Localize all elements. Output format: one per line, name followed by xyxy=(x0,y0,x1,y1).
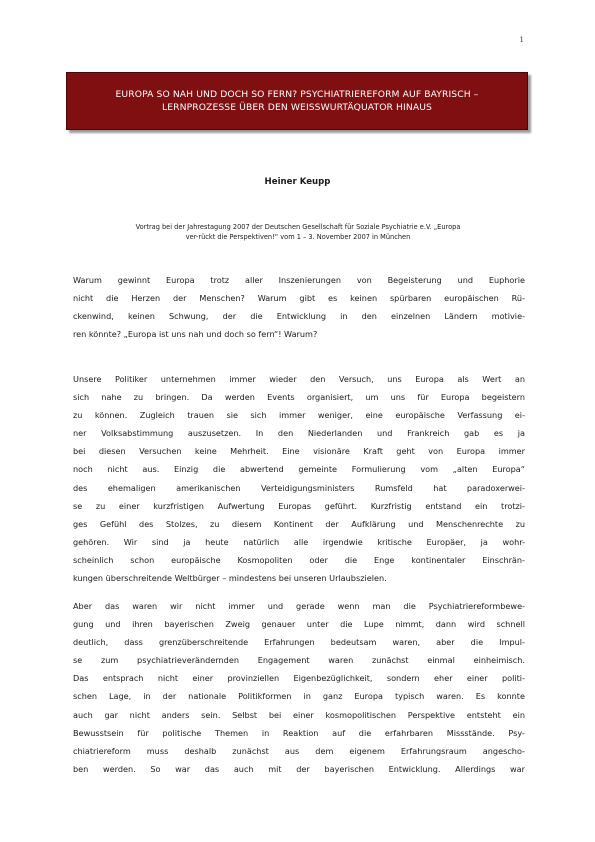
text-line: Aber das waren wir nicht immer und gerade wenn man die Psychiatriereformbewe- xyxy=(73,601,525,611)
lecture-subtitle xyxy=(73,222,523,242)
page-number: 1 xyxy=(519,36,524,44)
text-line: Das entsprach nicht einer provinziellen Eigenbezüglichkeit, sondern eher einer politi- xyxy=(73,673,525,684)
paragraph-1 xyxy=(73,271,525,343)
author-name: Heiner Keupp xyxy=(264,177,331,187)
paragraph-3 xyxy=(73,597,525,778)
text-line: se zum psychiatrieverändernden Engagement waren zunächst einmal einheimisch. xyxy=(73,655,525,666)
text-line: ren könnte? „Europa ist uns nah und doch so fern“! Warum? xyxy=(73,329,318,340)
text-line: ben werden. So war das auch mit der bayerischen Entwicklung. Allerdings war xyxy=(73,763,525,774)
text-line: noch nicht aus. Einzig die abwertend gemeinte Formulierung vom „alten Europa“ xyxy=(73,464,525,475)
paragraph-2 xyxy=(73,370,525,587)
text-line: schen Lage, in der nationale Politikformen in ganz Europa typisch waren. Es konnte xyxy=(73,691,525,702)
text-line: des ehemaligen amerikanischen Verteidigungsministers Rumsfeld hat paradoxerwei- xyxy=(73,482,525,493)
text-line: Warum gewinnt Europa trotz aller Inszenierungen von Begeisterung und Euphorie xyxy=(73,275,525,285)
text-line: gehören. Wir sind ja heute natürlich alle irgendwie kritische Europäer, ja wohr- xyxy=(73,536,525,547)
title-line: LERNPROZESSE ÜBER DEN WEISSWURTÄQUATOR HINAUS xyxy=(162,102,432,113)
text-line: Unsere Politiker unternehmen immer wieder den Versuch, uns Europa als Wert an xyxy=(73,374,525,384)
text-line: gung und ihren bayerischen Zweig genauer unter die Lupe nimmt, dann wird schnell xyxy=(73,619,525,630)
text-line: bei diesen Versuchen keine Mehrheit. Eine visionäre Kraft geht von Europa immer xyxy=(73,446,525,457)
text-line: kungen überschreitende Weltbürger – mindestens bei unseren Urlaubszielen. xyxy=(73,573,387,584)
text-line: deutlich, dass grenzüberschreitende Erfahrungen bedeutsam waren, aber die Impul- xyxy=(73,637,525,648)
text-line: chiatriereform muss deshalb zunächst aus dem eigenem Erfahrungsraum angescho- xyxy=(73,745,525,756)
subtitle-line: Vortrag bei der Jahrestagung 2007 der Deutschen Gesellschaft für Soziale Psychiatrie e.V. „Europa xyxy=(135,223,461,231)
text-line: sich nahe zu bringen. Da werden Events organisiert, um uns für Europa begeistern xyxy=(73,392,525,403)
text-line: Bewusstsein für politische Themen in Reaktion auf die erfahrbaren Missstände. Psy- xyxy=(73,727,525,738)
text-line: auch gar nicht anders sein. Selbst bei einer kosmopolitischen Perspektive entsteht ein xyxy=(73,709,525,720)
title-line: EUROPA SO NAH UND DOCH SO FERN? PSYCHIATRIEREFORM AUF BAYRISCH – xyxy=(115,89,479,100)
text-line: nicht die Herzen der Menschen? Warum gibt es keinen spürbaren europäischen Rü- xyxy=(73,293,525,304)
text-line: ner Volksabstimmung auszusetzen. In den Niederlanden und Frankreich gab es ja xyxy=(73,428,525,439)
text-line: zu können. Zugleich trauen sie sich immer weniger, eine europäische Verfassung ei- xyxy=(73,410,525,421)
text-line: scheinlich schon europäische Kosmopoliten oder die Enge kontinentaler Einschrän- xyxy=(73,554,525,565)
subtitle-line: ver-rückt die Perspektiven!“ vom 1 – 3. November 2007 in München xyxy=(185,233,411,241)
title-box xyxy=(66,72,528,130)
text-line: se zu einer kurzfristigen Aufwertung Europas geführt. Kurzfristig entstand ein trotzi- xyxy=(73,500,525,511)
text-line: ges Gefühl des Stolzes, zu diesem Kontinent der Aufklärung und Menschenrechte zu xyxy=(73,518,525,529)
text-line: ckenwind, keinen Schwung, der die Entwicklung in den einzelnen Ländern motivie- xyxy=(73,311,525,322)
